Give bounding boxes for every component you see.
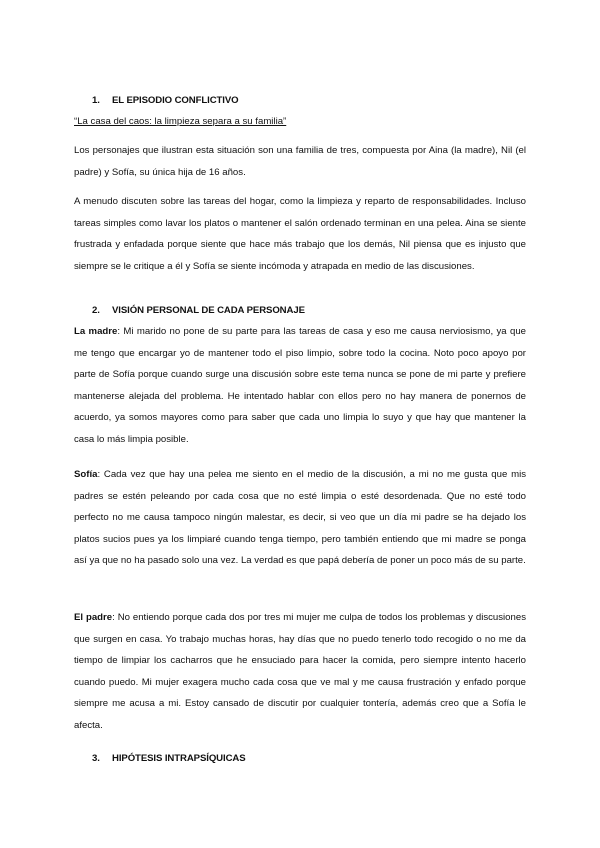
- padre-paragraph: [74, 607, 526, 736]
- section-title: EL EPISODIO CONFLICTIVO: [112, 95, 239, 106]
- section-heading-3: [92, 753, 246, 764]
- character-text: : Cada vez que hay una pelea me siento en el medio de la discusión, a mi no me gusta que mis padres se estén peleando por cada cosa que no esté limpia o esté desordenada. Que no esté todo perfecto no me causa tampoco ningún malestar, es decir, si veo que un día mi padre se ha dejado los platos sucios pues ya los limpiaré cuando tenga tiempo, pero también entiendo que mi madre se ponga así ya que no ha pasado solo una vez. La verdad es que papá debería de poner un poco más de su parte.: [74, 469, 526, 566]
- section-number: 2.: [92, 305, 100, 316]
- character-text: : Mi marido no pone de su parte para las tareas de casa y eso me causa nerviosismo, ya que me tengo que encargar yo de mantener todo el piso limpio, sobre todo la cocina. Noto poco apoyo por parte de Sofía porque cuando surge una discusión sobre este tema nunca se pone de mi parte y prefiere mantenerse alejada del problema. He intentado hablar con ellos pero no hay manera de ponernos de acuerdo, ya somos mayores como para saber que cada uno limpia lo suyo y que hay que mantener la casa lo más limpia posible.: [74, 326, 526, 445]
- section-number: 1.: [92, 95, 100, 106]
- character-label: El padre: [74, 612, 113, 623]
- episode-subtitle: “La casa del caos: la limpieza separa a su familia”: [74, 116, 287, 127]
- section-title: VISIÓN PERSONAL DE CADA PERSONAJE: [112, 305, 305, 316]
- conflict-paragraph: A menudo discuten sobre las tareas del hogar, como la limpieza y reparto de responsabilidades. Incluso tareas simples como lavar los platos o mantener el salón ordenado terminan en una pelea. Aina se siente frustrada y enfadada porque siente que hace más trabajo que los demás, Nil piensa que es injusto que siempre se le critique a él y Sofía se siente incómoda y atrapada en medio de las discusiones.: [74, 196, 526, 272]
- section-number: 3.: [92, 753, 100, 764]
- section-heading-1: [92, 95, 239, 106]
- character-label: Sofía: [74, 469, 98, 480]
- character-label: La madre: [74, 326, 118, 337]
- section-heading-2: [92, 305, 305, 316]
- intro-paragraph: Los personajes que ilustran esta situación son una familia de tres, compuesta por Aina (la madre), Nil (el padre) y Sofía, su única hija de 16 años.: [74, 145, 526, 178]
- madre-paragraph: [74, 321, 526, 450]
- character-text: : No entiendo porque cada dos por tres mi mujer me culpa de todos los problemas y discusiones que surgen en casa. Yo trabajo muchas horas, hay días que no puedo tenerlo todo recogido o no me da tiempo de limpiar los cacharros que he ensuciado para hacer la comida, pero siempre intento hacerlo cuando puedo. Mi mujer exagera mucho cada cosa que ve mal y me causa frustración y enfado porque siempre me acusa a mi. Estoy cansado de discutir por cualquier tontería, además creo que a Sofía le afecta.: [74, 612, 526, 731]
- section-title: HIPÓTESIS INTRAPSÍQUICAS: [112, 753, 246, 764]
- sofia-paragraph: [74, 464, 526, 572]
